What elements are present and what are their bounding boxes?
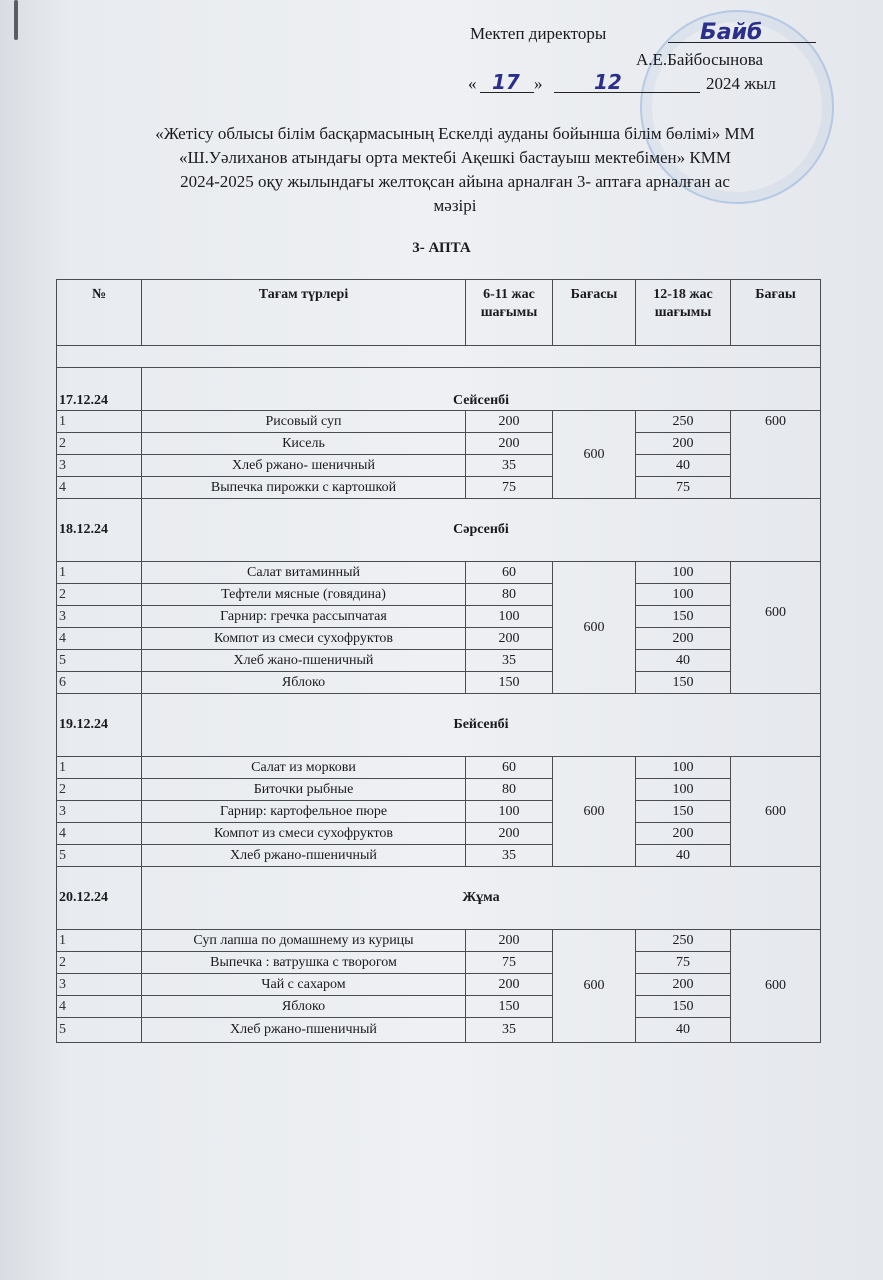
portion-6-11: 60: [466, 562, 553, 584]
item-number: 4: [57, 996, 142, 1018]
portion-6-11: 35: [466, 1018, 553, 1043]
day-date: 19.12.24: [57, 694, 142, 757]
director-name: А.Е.Байбосынова: [636, 50, 764, 69]
item-number: 4: [57, 823, 142, 845]
dish-name: Выпечка : ватрушка с творогом: [142, 952, 466, 974]
dish-name: Кисель: [142, 433, 466, 455]
portion-12-18: 75: [636, 477, 731, 499]
dish-name: Гарнир: гречка рассыпчатая: [142, 606, 466, 628]
day-name: Сейсенбі: [142, 368, 821, 411]
item-number: 2: [57, 779, 142, 801]
price-6-11: 600: [553, 930, 636, 1043]
portion-12-18: 40: [636, 455, 731, 477]
item-number: 2: [57, 584, 142, 606]
portion-12-18: 250: [636, 411, 731, 433]
price-6-11: 600: [553, 411, 636, 499]
item-number: 3: [57, 801, 142, 823]
day-name: Бейсенбі: [142, 694, 821, 757]
item-number: 1: [57, 930, 142, 952]
portion-6-11: 75: [466, 952, 553, 974]
header-line-3: 2024-2025 оқу жылындағы желтоқсан айына арналған 3- аптаға арналған ас: [180, 172, 730, 191]
dish-name: Хлеб жано-пшеничный: [142, 650, 466, 672]
portion-12-18: 200: [636, 433, 731, 455]
day-date: 18.12.24: [57, 499, 142, 562]
page-edge-shadow: [14, 0, 18, 40]
portion-12-18: 100: [636, 584, 731, 606]
dish-name: Хлеб ржано- шеничный: [142, 455, 466, 477]
dish-name: Суп лапша по домашнему из курицы: [142, 930, 466, 952]
portion-12-18: 75: [636, 952, 731, 974]
dish-name: Хлеб ржано-пшеничный: [142, 845, 466, 867]
dish-name: Салат из моркови: [142, 757, 466, 779]
item-number: 5: [57, 650, 142, 672]
portion-12-18: 200: [636, 823, 731, 845]
portion-6-11: 200: [466, 974, 553, 996]
header-number: №: [57, 280, 142, 346]
portion-12-18: 40: [636, 845, 731, 867]
item-number: 4: [57, 477, 142, 499]
header-price-1: Бағасы: [553, 280, 636, 346]
header-line-4: мәзірі: [433, 196, 477, 215]
header-price-2: Бағаы: [731, 280, 821, 346]
price-12-18: 600: [731, 757, 821, 867]
week-title: 3- АПТА: [412, 240, 471, 256]
portion-12-18: 100: [636, 757, 731, 779]
portion-6-11: 80: [466, 584, 553, 606]
portion-6-11: 200: [466, 433, 553, 455]
portion-6-11: 80: [466, 779, 553, 801]
item-number: 1: [57, 757, 142, 779]
day-date: 17.12.24: [57, 368, 142, 411]
day-date: 20.12.24: [57, 867, 142, 930]
portion-6-11: 200: [466, 823, 553, 845]
portion-12-18: 40: [636, 650, 731, 672]
item-number: 3: [57, 974, 142, 996]
approval-year: 2024 жыл: [706, 74, 776, 93]
price-6-11: 600: [553, 757, 636, 867]
portion-6-11: 150: [466, 672, 553, 694]
dish-name: Тефтели мясные (говядина): [142, 584, 466, 606]
portion-12-18: 200: [636, 974, 731, 996]
portion-6-11: 35: [466, 650, 553, 672]
portion-6-11: 100: [466, 606, 553, 628]
portion-12-18: 150: [636, 672, 731, 694]
month-line: [554, 92, 700, 93]
dish-name: Яблоко: [142, 996, 466, 1018]
price-12-18: 600: [731, 930, 821, 1043]
portion-6-11: 200: [466, 930, 553, 952]
portion-6-11: 150: [466, 996, 553, 1018]
price-12-18: 600: [731, 411, 821, 499]
dish-name: Яблоко: [142, 672, 466, 694]
portion-6-11: 35: [466, 845, 553, 867]
portion-6-11: 100: [466, 801, 553, 823]
item-number: 3: [57, 606, 142, 628]
item-number: 1: [57, 562, 142, 584]
portion-12-18: 150: [636, 606, 731, 628]
spacer-row: [57, 346, 821, 368]
price-6-11: 600: [553, 562, 636, 694]
menu-table: [56, 279, 821, 1043]
dish-name: Компот из смеси сухофруктов: [142, 628, 466, 650]
item-number: 4: [57, 628, 142, 650]
approval-day: 17: [492, 70, 520, 94]
portion-12-18: 150: [636, 801, 731, 823]
item-number: 5: [57, 845, 142, 867]
header-line-1: «Жетісу облысы білім басқармасының Ескелді ауданы бойынша білім бөлімі» ММ: [155, 124, 755, 143]
dish-name: Биточки рыбные: [142, 779, 466, 801]
header-portion-6-11: 6-11 жас шағымы: [466, 280, 553, 346]
portion-6-11: 35: [466, 455, 553, 477]
item-number: 5: [57, 1018, 142, 1043]
item-number: 2: [57, 952, 142, 974]
dish-name: Хлеб ржано-пшеничный: [142, 1018, 466, 1043]
portion-6-11: 200: [466, 628, 553, 650]
dish-name: Выпечка пирожки с картошкой: [142, 477, 466, 499]
dish-name: Салат витаминный: [142, 562, 466, 584]
item-number: 3: [57, 455, 142, 477]
dish-name: Гарнир: картофельное пюре: [142, 801, 466, 823]
dish-name: Рисовый суп: [142, 411, 466, 433]
portion-12-18: 250: [636, 930, 731, 952]
header-dish: Тағам түрлері: [142, 280, 466, 346]
quote-close: »: [534, 74, 543, 93]
header-portion-12-18: 12-18 жас шағымы: [636, 280, 731, 346]
portion-12-18: 200: [636, 628, 731, 650]
portion-12-18: 150: [636, 996, 731, 1018]
item-number: 2: [57, 433, 142, 455]
portion-12-18: 100: [636, 779, 731, 801]
dish-name: Компот из смеси сухофруктов: [142, 823, 466, 845]
portion-6-11: 75: [466, 477, 553, 499]
item-number: 1: [57, 411, 142, 433]
approval-month: 12: [594, 70, 622, 94]
portion-12-18: 40: [636, 1018, 731, 1043]
day-name: Сәрсенбі: [142, 499, 821, 562]
portion-6-11: 200: [466, 411, 553, 433]
portion-12-18: 100: [636, 562, 731, 584]
header-line-2: «Ш.Уәлиханов атындағы орта мектебі Ақешкі бастауыш мектебімен» КММ: [179, 148, 731, 167]
portion-6-11: 60: [466, 757, 553, 779]
item-number: 6: [57, 672, 142, 694]
director-signature: Байб: [700, 20, 763, 45]
price-12-18: 600: [731, 562, 821, 694]
document-header: [60, 122, 850, 218]
quote-open: «: [468, 74, 477, 93]
director-label: Мектеп директоры: [470, 24, 607, 43]
day-name: Жұма: [142, 867, 821, 930]
dish-name: Чай с сахаром: [142, 974, 466, 996]
